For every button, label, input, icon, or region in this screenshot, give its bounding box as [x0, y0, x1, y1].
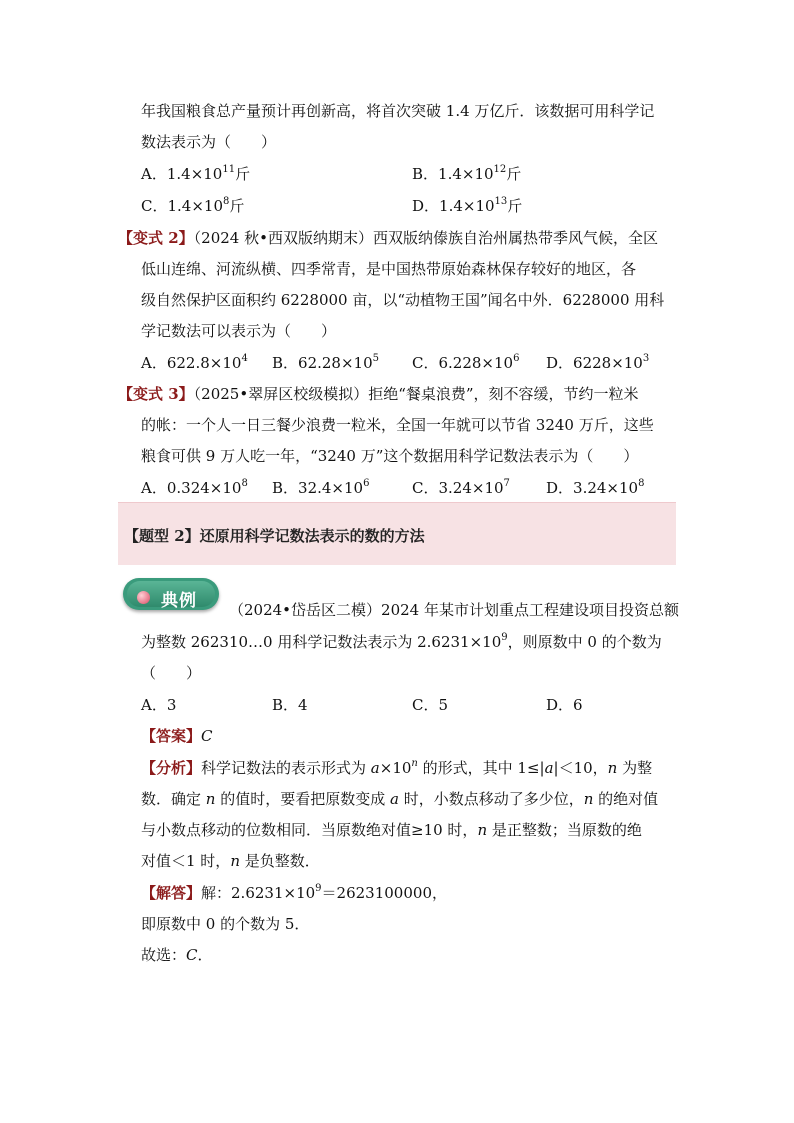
example-option-c: C．5	[412, 696, 449, 714]
example-option-a: A．3	[141, 696, 177, 714]
variant3-option-d: D．$3.24\times 10^8$	[546, 478, 645, 497]
variant2-line4: 学记数法可以表示为（ ）	[141, 322, 337, 340]
q1-text-line2: 数法表示为（ ）	[141, 133, 277, 151]
variant2-option-b: B．$62.28\times 10^5$	[272, 353, 379, 372]
q1-option-a: A．$1.4\times 10^{11}$斤	[141, 164, 251, 183]
analysis-line2: 数．确定 n 的值时，要看把原数变成 a 时，小数点移动了多少位，n 的绝对值	[141, 790, 659, 808]
solution-line2: 即原数中 0 的个数为 5．	[141, 915, 310, 933]
analysis-line1: 【分析】科学记数法的表示形式为 $a\times 10^n$ 的形式，其中 1≤|a|＜10，n 为整	[141, 758, 653, 777]
section-header	[118, 502, 676, 565]
example-badge	[123, 578, 219, 610]
solution-line3: 故选：C．	[141, 946, 213, 964]
variant3-line3: 粮食可供 9 万人吃一年，“3240 万”这个数据用科学记数法表示为（ ）	[141, 447, 639, 465]
example-badge-label: 典例	[161, 591, 197, 611]
analysis-tag: 【分析】	[141, 759, 202, 777]
variant3-tag: 【变式 3】	[118, 385, 194, 403]
analysis-line3: 与小数点移动的位数相同．当原数绝对值≥10 时，n 是正整数；当原数的绝	[141, 821, 642, 839]
example-line3: （ ）	[141, 664, 202, 682]
answer-tag: 【答案】	[141, 727, 202, 745]
example-line2: 为整数 262310…0 用科学记数法表示为 $2.6231\times 10^9$，则原数中 0 的个数为	[141, 632, 662, 651]
variant3-option-b: B．$32.4\times 10^6$	[272, 478, 370, 497]
solution-line1: 【解答】解：$2.6231\times 10^9=2623100000$，	[141, 883, 447, 902]
variant3-line1: 【变式 3】（2025•翠屏区校级模拟）拒绝“餐桌浪费”，刻不容缓，节约一粒米	[118, 385, 639, 403]
q1-option-b: B．$1.4\times 10^{12}$斤	[412, 164, 522, 183]
variant2-option-c: C．$6.228\times 10^6$	[412, 353, 520, 372]
variant3-option-c: C．$3.24\times 10^7$	[412, 478, 510, 497]
q1-option-c: C．$1.4\times 10^8$斤	[141, 196, 245, 215]
answer-value: C	[201, 727, 213, 745]
variant2-option-d: D．$6228\times 10^3$	[546, 353, 650, 372]
answer-line	[141, 726, 213, 746]
bullet-dot-icon	[137, 591, 150, 604]
analysis-line4: 对值＜1 时，n 是负整数．	[141, 852, 320, 870]
variant3-line2: 的帐：一个人一日三餐少浪费一粒米，全国一年就可以节省 3240 万斤，这些	[141, 416, 654, 434]
section-title: 【题型 2】还原用科学记数法表示的数的方法	[124, 527, 425, 545]
example-option-b: B．4	[272, 696, 308, 714]
variant2-option-a: A．$622.8\times 10^4$	[141, 353, 248, 372]
example-line1: （2024•岱岳区二模）2024 年某市计划重点工程建设项目投资总额	[229, 601, 679, 619]
variant2-line2: 低山连绵、河流纵横、四季常青，是中国热带原始森林保存较好的地区，各	[141, 260, 637, 278]
solution-tag: 【解答】	[141, 884, 202, 902]
variant2-line1: 【变式 2】（2024 秋•西双版纳期末）西双版纳傣族自治州属热带季风气候，全区	[118, 229, 658, 247]
variant3-option-a: A．$0.324\times 10^8$	[141, 478, 248, 497]
q1-option-d: D．$1.4\times 10^{13}$斤	[412, 196, 523, 215]
q1-text-line1: 年我国粮食总产量预计再创新高，将首次突破 1.4 万亿斤．该数据可用科学记	[141, 102, 655, 120]
variant2-line3: 级自然保护区面积约 6228000 亩，以“动植物王国”闻名中外．6228000 用科	[141, 291, 665, 309]
variant2-tag: 【变式 2】	[118, 229, 194, 247]
example-option-d: D．6	[546, 696, 583, 714]
